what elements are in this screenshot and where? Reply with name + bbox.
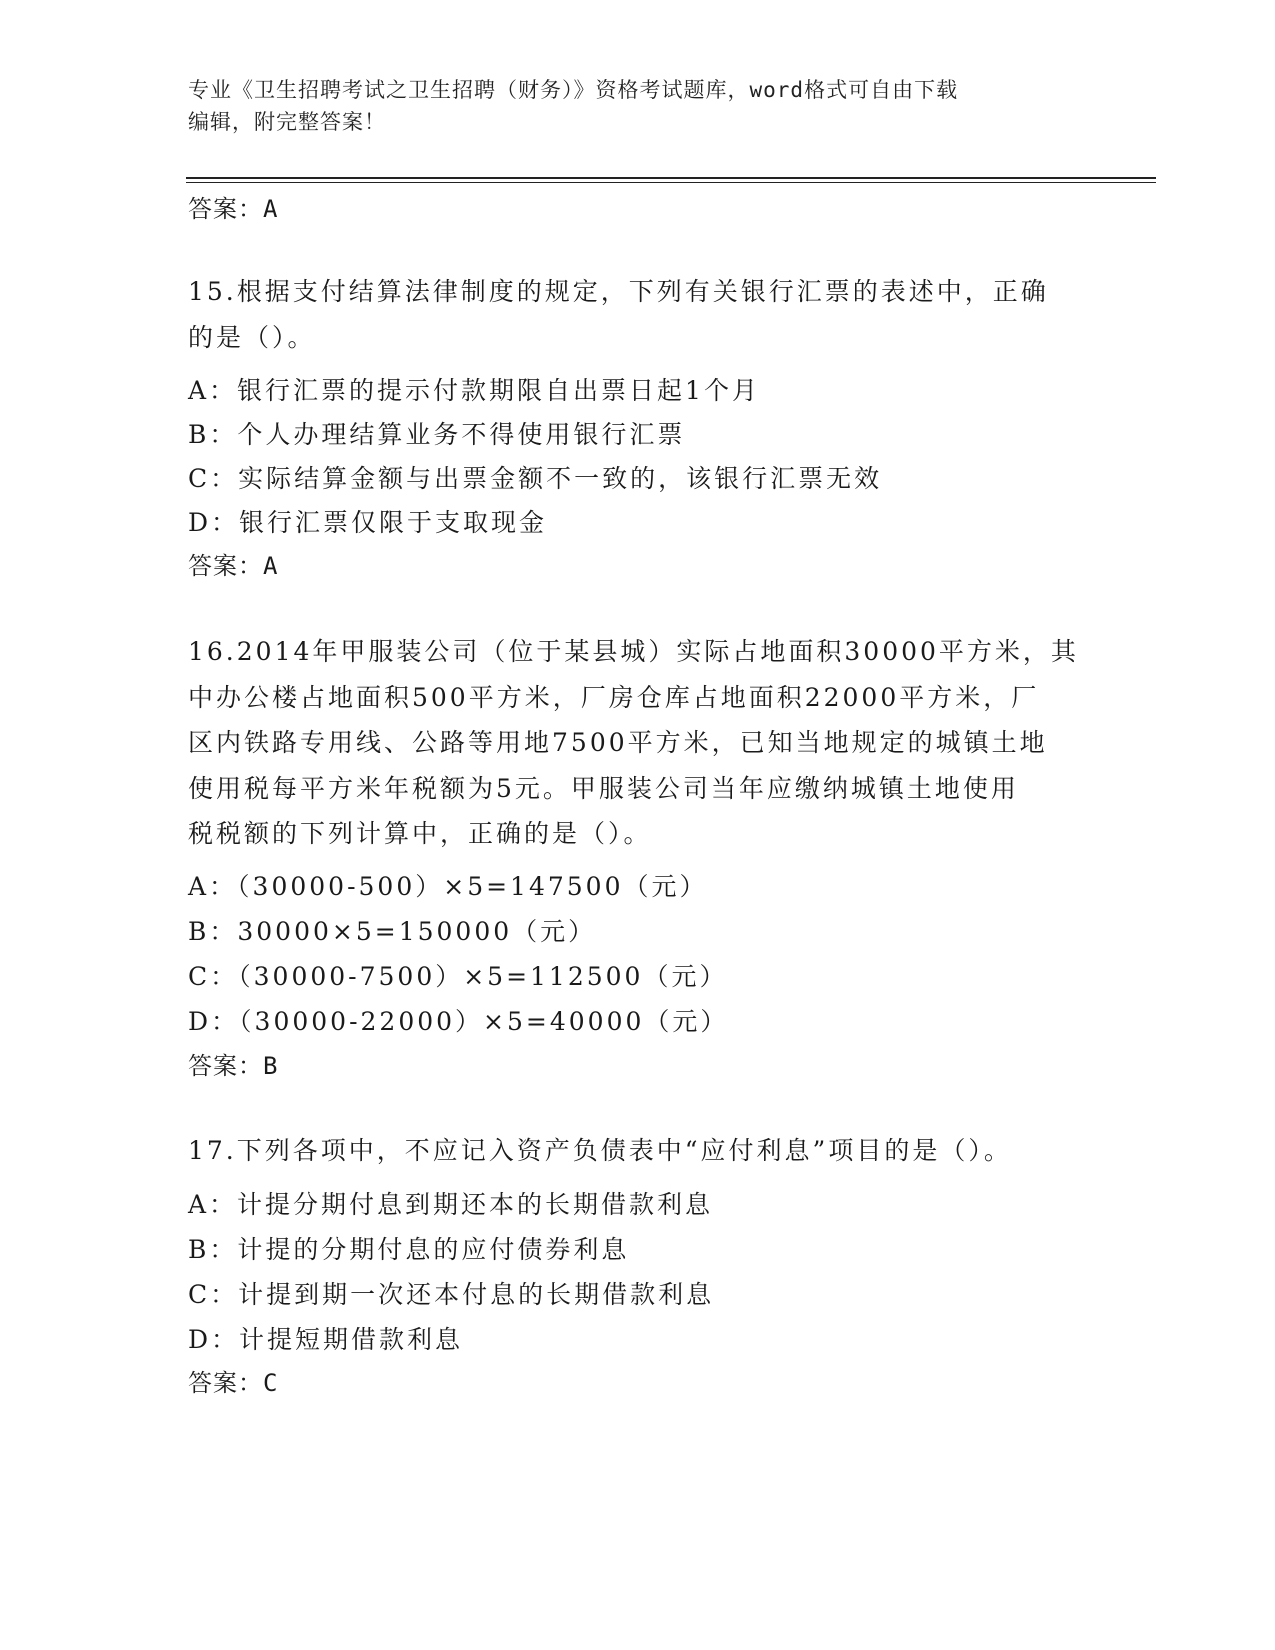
document-header: [188, 74, 1088, 138]
question-16-option-d: D：（30000-22000）×5=40000（元）: [188, 1007, 729, 1036]
question-17-option-c: C：计提到期一次还本付息的长期借款利息: [188, 1280, 715, 1309]
question-17-stem: [188, 1128, 1088, 1174]
question-15-stem: [188, 269, 1088, 360]
previous-answer: 答案：A: [188, 195, 279, 223]
question-16-option-c: C：（30000-7500）×5=112500（元）: [188, 962, 728, 991]
question-17-option-a: A：计提分期付息到期还本的长期借款利息: [188, 1190, 714, 1219]
question-line: 16.2014年甲服装公司（位于某县城）实际占地面积30000平方米，其: [188, 637, 1079, 666]
header-divider-thin: [186, 182, 1156, 183]
header-line-2: 编辑，附完整答案！: [188, 110, 386, 134]
question-16-answer: 答案：B: [188, 1052, 279, 1080]
question-line: 税税额的下列计算中，正确的是（）。: [188, 819, 652, 848]
question-line: 17.下列各项中，不应记入资产负债表中“应付利息”项目的是（）。: [188, 1136, 1012, 1165]
question-line: 15.根据支付结算法律制度的规定，下列有关银行汇票的表述中，正确: [188, 277, 1049, 306]
question-15-option-d: D：银行汇票仅限于支取现金: [188, 508, 548, 537]
question-line: 区内铁路专用线、公路等用地7500平方米，已知当地规定的城镇土地: [188, 728, 1048, 757]
question-line: 使用税每平方米年税额为5元。甲服装公司当年应缴纳城镇土地使用: [188, 773, 1019, 803]
question-15-option-c: C：实际结算金额与出票金额不一致的，该银行汇票无效: [188, 464, 883, 493]
question-15-answer: 答案：A: [188, 552, 279, 580]
question-17-answer: 答案：C: [188, 1369, 279, 1397]
question-16-option-a: A：（30000-500）×5=147500（元）: [188, 872, 708, 901]
question-17-option-b: B：计提的分期付息的应付债券利息: [188, 1235, 630, 1264]
question-15-option-b: B：个人办理结算业务不得使用银行汇票: [188, 420, 686, 449]
question-15-option-a: A：银行汇票的提示付款期限自出票日起1个月: [188, 376, 760, 405]
question-line: 中办公楼占地面积500平方米，厂房仓库占地面积22000平方米，厂: [188, 682, 1040, 712]
question-line: 的是（）。: [188, 322, 316, 352]
header-line-1: 专业《卫生招聘考试之卫生招聘（财务）》资格考试题库，word格式可自由下载: [188, 78, 959, 102]
question-16-stem: [188, 629, 1088, 857]
header-divider-thick: [186, 177, 1156, 179]
question-16-option-b: B：30000×5=150000（元）: [188, 917, 597, 946]
question-17-option-d: D：计提短期借款利息: [188, 1325, 464, 1354]
